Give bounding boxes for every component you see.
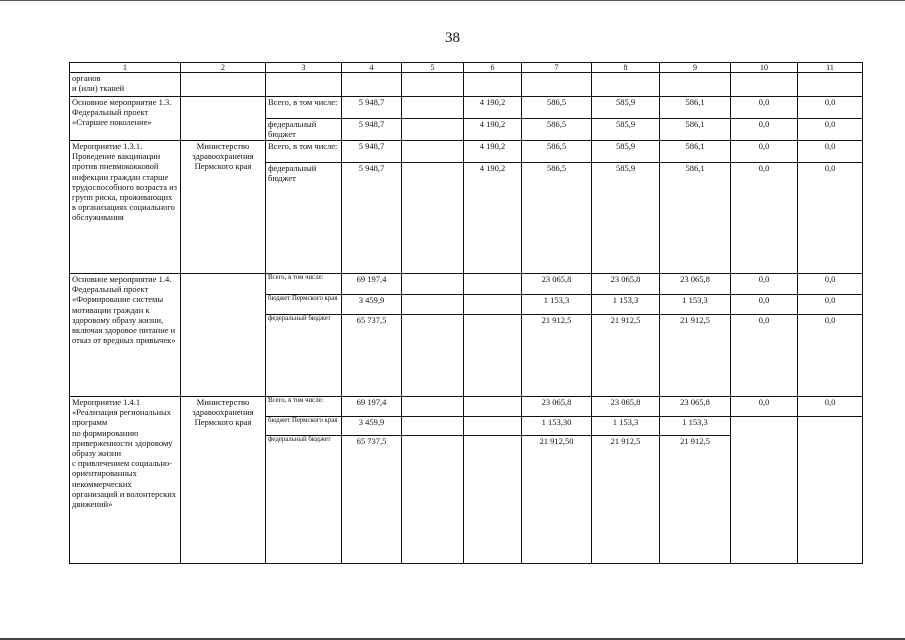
empty-cell <box>731 73 798 97</box>
funding-source: бюджет Пермского края <box>266 417 342 436</box>
empty-cell <box>660 73 731 97</box>
amount-cell: 586,1 <box>660 119 731 141</box>
amount-cell <box>402 397 464 417</box>
amount-cell: 585,9 <box>592 97 660 119</box>
amount-cell: 4 190,2 <box>464 97 522 119</box>
amount-cell <box>402 295 464 315</box>
amount-cell <box>402 417 464 436</box>
header-cell: 5 <box>402 63 464 73</box>
amount-cell: 23 065,8 <box>660 397 731 417</box>
activity-name: Мероприятие 1.4.1 «Реализация региональных программ по формированию приверженности здоровому образу жизни с привлечением социально-ориентированных некоммерческих организаций и волонтерских движений» <box>70 397 181 564</box>
amount-cell: 586,5 <box>522 141 592 163</box>
amount-cell: 0,0 <box>731 315 798 397</box>
amount-cell: 585,9 <box>592 163 660 274</box>
amount-cell: 69 197,4 <box>342 397 402 417</box>
amount-cell: 65 737,5 <box>342 436 402 564</box>
amount-cell: 0,0 <box>731 397 798 417</box>
empty-cell <box>181 73 266 97</box>
page-number: 38 <box>445 30 460 46</box>
amount-cell: 0,0 <box>798 97 863 119</box>
funding-source: федеральный бюджет <box>266 119 342 141</box>
amount-cell: 5 948,7 <box>342 97 402 119</box>
amount-cell <box>464 274 522 295</box>
amount-cell <box>402 119 464 141</box>
amount-cell: 586,5 <box>522 119 592 141</box>
activity-name: Основное мероприятие 1.4. Федеральный проект «Формирование системы мотивации граждан к здоровому образу жизни, включая здоровое питание и отказ от вредных привычек» <box>70 274 181 397</box>
activity-name: Мероприятие 1.3.1. Проведение вакцинации против пневмококковой инфекции граждан старше трудоспособного возраста из групп риска, проживающих в организациях социального обслуживания <box>70 141 181 274</box>
table-row <box>70 397 863 417</box>
amount-cell: 4 190,2 <box>464 119 522 141</box>
amount-cell: 65 737,5 <box>342 315 402 397</box>
executor: Министерство здравоохранения Пермского края <box>181 397 266 564</box>
amount-cell: 586,1 <box>660 141 731 163</box>
amount-cell: 21 912,5 <box>660 315 731 397</box>
activity-name: Основное мероприятие 1.3. Федеральный проект «Старшее поколение» <box>70 97 181 141</box>
amount-cell <box>402 97 464 119</box>
amount-cell: 586,5 <box>522 163 592 274</box>
executor: Министерство здравоохранения Пермского края <box>181 141 266 274</box>
amount-cell: 0,0 <box>731 274 798 295</box>
amount-cell: 23 065,8 <box>522 397 592 417</box>
funding-source: Всего, в том числе: <box>266 141 342 163</box>
amount-cell: 1 153,3 <box>660 417 731 436</box>
amount-cell: 1 153,3 <box>592 417 660 436</box>
empty-cell <box>266 73 342 97</box>
amount-cell: 0,0 <box>731 295 798 315</box>
amount-cell: 5 948,7 <box>342 163 402 274</box>
amount-cell: 0,0 <box>731 97 798 119</box>
executor <box>181 97 266 141</box>
amount-cell <box>464 436 522 564</box>
empty-cell <box>402 73 464 97</box>
amount-cell <box>464 295 522 315</box>
amount-cell: 585,9 <box>592 119 660 141</box>
header-cell: 2 <box>181 63 266 73</box>
amount-cell <box>402 163 464 274</box>
amount-cell: 585,9 <box>592 141 660 163</box>
empty-cell <box>592 73 660 97</box>
amount-cell: 4 190,2 <box>464 141 522 163</box>
amount-cell: 3 459,9 <box>342 295 402 315</box>
amount-cell: 3 459,9 <box>342 417 402 436</box>
amount-cell: 23 065,8 <box>522 274 592 295</box>
table-row <box>70 274 863 295</box>
funding-source: федеральный бюджет <box>266 315 342 397</box>
amount-cell: 0,0 <box>798 315 863 397</box>
header-cell: 11 <box>798 63 863 73</box>
amount-cell: 4 190,2 <box>464 163 522 274</box>
amount-cell <box>464 417 522 436</box>
amount-cell: 5 948,7 <box>342 119 402 141</box>
header-row <box>70 63 863 73</box>
amount-cell: 586,1 <box>660 97 731 119</box>
amount-cell: 1 153,3 <box>660 295 731 315</box>
header-cell: 8 <box>592 63 660 73</box>
amount-cell: 23 065,8 <box>592 274 660 295</box>
empty-cell <box>798 73 863 97</box>
header-cell: 1 <box>70 63 181 73</box>
amount-cell: 5 948,7 <box>342 141 402 163</box>
amount-cell <box>731 417 798 564</box>
amount-cell: 1 153,3 <box>522 295 592 315</box>
empty-cell <box>342 73 402 97</box>
empty-cell <box>464 73 522 97</box>
amount-cell: 0,0 <box>731 119 798 141</box>
amount-cell <box>402 436 464 564</box>
funding-source: Всего, в том числе: <box>266 397 342 417</box>
amount-cell: 0,0 <box>798 119 863 141</box>
funding-source: Всего, в том числе: <box>266 274 342 295</box>
amount-cell: 586,5 <box>522 97 592 119</box>
funding-source: федеральный бюджет <box>266 436 342 564</box>
amount-cell: 0,0 <box>798 274 863 295</box>
amount-cell: 0,0 <box>731 141 798 163</box>
carryover-row <box>70 73 863 97</box>
header-cell: 10 <box>731 63 798 73</box>
amount-cell: 1 153,30 <box>522 417 592 436</box>
budget-table <box>69 62 863 564</box>
amount-cell: 23 065,8 <box>660 274 731 295</box>
empty-cell <box>522 73 592 97</box>
amount-cell: 21 912,50 <box>522 436 592 564</box>
scan-top-edge <box>0 0 905 1</box>
amount-cell: 0,0 <box>798 295 863 315</box>
amount-cell: 586,1 <box>660 163 731 274</box>
amount-cell: 21 912,5 <box>592 315 660 397</box>
amount-cell <box>402 315 464 397</box>
amount-cell: 21 912,5 <box>592 436 660 564</box>
header-cell: 7 <box>522 63 592 73</box>
amount-cell: 69 197,4 <box>342 274 402 295</box>
amount-cell: 0,0 <box>798 163 863 274</box>
amount-cell: 21 912,5 <box>522 315 592 397</box>
amount-cell <box>402 141 464 163</box>
header-cell: 9 <box>660 63 731 73</box>
table-row <box>70 97 863 119</box>
header-cell: 3 <box>266 63 342 73</box>
amount-cell <box>464 397 522 417</box>
amount-cell: 1 153,3 <box>592 295 660 315</box>
header-cell: 6 <box>464 63 522 73</box>
header-cell: 4 <box>342 63 402 73</box>
amount-cell: 21 912,5 <box>660 436 731 564</box>
funding-source: бюджет Пермского края <box>266 295 342 315</box>
amount-cell: 0,0 <box>731 163 798 274</box>
amount-cell: 0,0 <box>798 141 863 163</box>
table-row <box>70 141 863 163</box>
amount-cell <box>798 417 863 564</box>
amount-cell <box>464 315 522 397</box>
amount-cell <box>402 274 464 295</box>
amount-cell: 23 065,8 <box>592 397 660 417</box>
activity-name: органов и (или) тканей <box>70 73 181 97</box>
funding-source: федеральный бюджет <box>266 163 342 274</box>
executor <box>181 274 266 397</box>
funding-source: Всего, в том числе: <box>266 97 342 119</box>
amount-cell: 0,0 <box>798 397 863 417</box>
